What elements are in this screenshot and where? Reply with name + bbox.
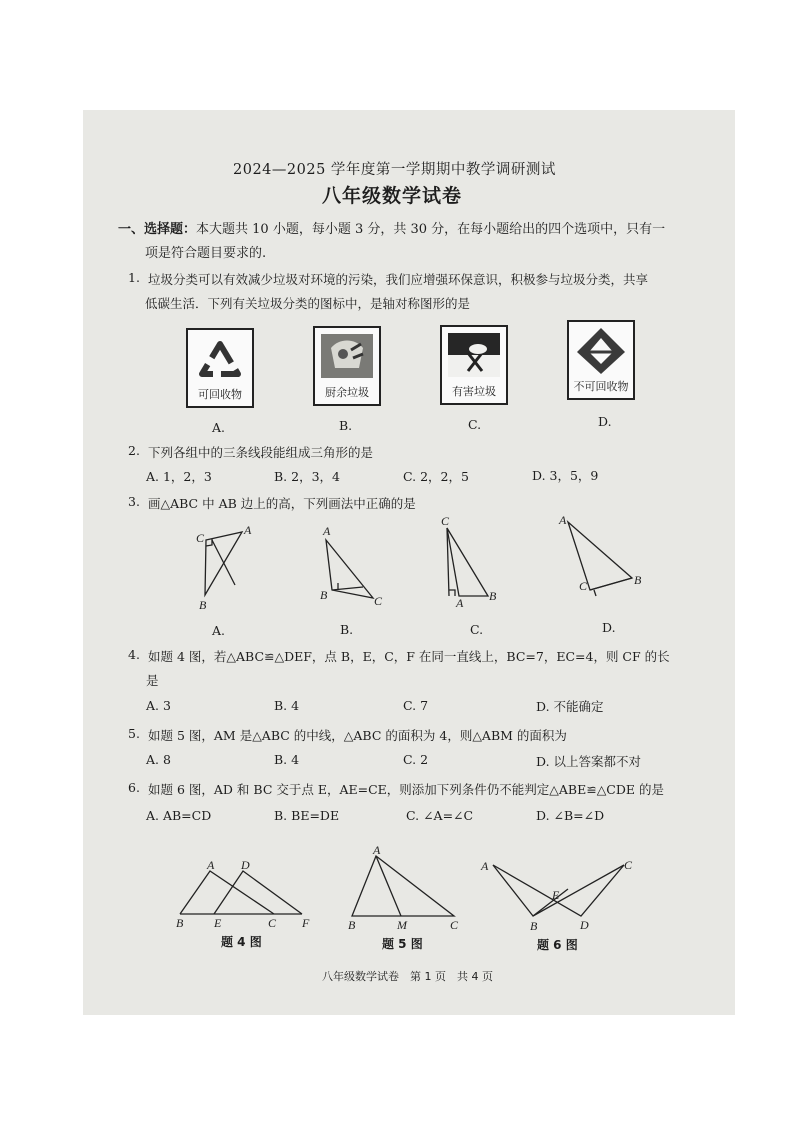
fig4-point-d: D xyxy=(241,858,250,872)
fig6-point-e: E xyxy=(552,888,560,902)
q2-option-a: A. 1，2，3 xyxy=(146,469,212,484)
q3-text: 画△ABC 中 AB 边上的高，下列画法中正确的是 xyxy=(148,496,416,511)
fig4-point-e: E xyxy=(214,916,222,930)
fig4-point-f: F xyxy=(302,916,310,930)
q2-option-d: D. 3，5，9 xyxy=(532,468,599,483)
q3a-point-b: B xyxy=(199,598,207,612)
q3a-point-c: C xyxy=(196,531,205,545)
fig5-point-a: A xyxy=(373,843,381,857)
q5-option-c: C. 2 xyxy=(403,752,429,767)
figure-5-label: 题 5 图 xyxy=(382,937,423,951)
q5-option-b: B. 4 xyxy=(274,752,300,767)
q3d-point-b: B xyxy=(634,573,642,587)
q6-number: 6. xyxy=(128,780,140,795)
fig6-point-c: C xyxy=(624,858,633,872)
q3-option-c-letter: C. xyxy=(470,622,484,637)
fig4-point-c: C xyxy=(268,916,277,930)
figure-4-label: 题 4 图 xyxy=(221,935,262,949)
q1-option-a-letter: A. xyxy=(212,420,226,435)
q1-line1: 垃圾分类可以有效减少垃圾对环境的污染，我们应增强环保意识，积极参与垃圾分类，共享 xyxy=(148,272,649,287)
q5-number: 5. xyxy=(128,726,140,741)
fig5-point-c: C xyxy=(450,918,459,932)
q3-option-d-letter: D. xyxy=(602,620,616,635)
exam-title: 2024—2025 学年度第一学期期中教学调研测试 xyxy=(233,162,556,178)
fig6-point-a: A xyxy=(481,859,489,873)
q4-option-a: A. 3 xyxy=(146,698,171,713)
q3c-point-a: A xyxy=(456,596,464,610)
q1-option-c-letter: C. xyxy=(468,417,482,432)
q4-line1: 如题 4 图，若△ABC≌△DEF，点 B，E，C，F 在同一直线上，BC=7，EC=4，则 CF 的长 xyxy=(148,649,670,664)
fig5-point-b: B xyxy=(348,918,356,932)
q6-option-c: C. ∠A=∠C xyxy=(406,808,474,823)
q3c-point-c: C xyxy=(441,514,450,528)
q3-number: 3. xyxy=(128,494,140,509)
fig4-point-a: A xyxy=(207,858,215,872)
q6-text: 如题 6 图，AD 和 BC 交于点 E，AE=CE，则添加下列条件仍不能判定△ABE≌△CDE 的是 xyxy=(148,782,664,797)
q3d-point-c: C xyxy=(579,579,588,593)
q3-option-b-letter: B. xyxy=(340,622,354,637)
q2-text: 下列各组中的三条线段能组成三角形的是 xyxy=(148,445,374,460)
q3a-point-a: A xyxy=(244,523,252,537)
q4-line2: 是 xyxy=(146,673,159,688)
q1-number: 1. xyxy=(128,270,140,285)
section-instr-line2: 项是符合题目要求的. xyxy=(145,246,267,261)
section-heading: 一、选择题： xyxy=(118,222,197,237)
hazardous-waste-caption: 有害垃圾 xyxy=(452,385,496,398)
q3b-point-b: B xyxy=(320,588,328,602)
page-footer: 八年级数学试卷 第 1 页 共 4 页 xyxy=(322,970,493,983)
q1-option-d-letter: D. xyxy=(598,414,612,429)
q1-option-b-letter: B. xyxy=(339,418,353,433)
q5-option-a: A. 8 xyxy=(146,752,171,767)
fig5-point-m: M xyxy=(397,918,407,932)
q6-option-d: D. ∠B=∠D xyxy=(536,808,605,823)
q3b-point-c: C xyxy=(374,594,383,608)
q2-option-b: B. 2，3，4 xyxy=(274,469,340,484)
q1-line2: 低碳生活．下列有关垃圾分类的图标中，是轴对称图形的是 xyxy=(145,296,471,311)
exam-subtitle: 八年级数学试卷 xyxy=(322,185,463,207)
q5-text: 如题 5 图，AM 是△ABC 的中线，△ABC 的面积为 4，则△ABM 的面积为 xyxy=(148,728,567,743)
q4-number: 4. xyxy=(128,647,140,662)
q2-option-c: C. 2，2，5 xyxy=(403,469,469,484)
q4-option-c: C. 7 xyxy=(403,698,429,713)
kitchen-waste-caption: 厨余垃圾 xyxy=(325,386,369,399)
q6-option-b: B. BE=DE xyxy=(274,808,340,823)
q3-option-a-letter: A. xyxy=(212,623,226,638)
section-instr-line1: 本大题共 10 小题，每小题 3 分，共 30 分，在每小题给出的四个选项中，只有一 xyxy=(196,222,666,237)
non-recyclable-caption: 不可回收物 xyxy=(573,380,629,393)
q3b-point-a: A xyxy=(323,524,331,538)
fig6-point-d: D xyxy=(580,918,589,932)
q2-number: 2. xyxy=(128,443,140,458)
q3c-point-b: B xyxy=(489,589,497,603)
fig4-point-b: B xyxy=(176,916,184,930)
fig6-point-b: B xyxy=(530,919,538,933)
q6-option-a: A. AB=CD xyxy=(146,808,212,823)
recyclable-caption: 可回收物 xyxy=(198,388,242,401)
q5-option-d: D. 以上答案都不对 xyxy=(536,754,642,769)
figure-6-label: 题 6 图 xyxy=(537,938,578,952)
q4-option-d: D. 不能确定 xyxy=(536,699,604,714)
q4-option-b: B. 4 xyxy=(274,698,300,713)
q3d-point-a: A xyxy=(559,513,567,527)
